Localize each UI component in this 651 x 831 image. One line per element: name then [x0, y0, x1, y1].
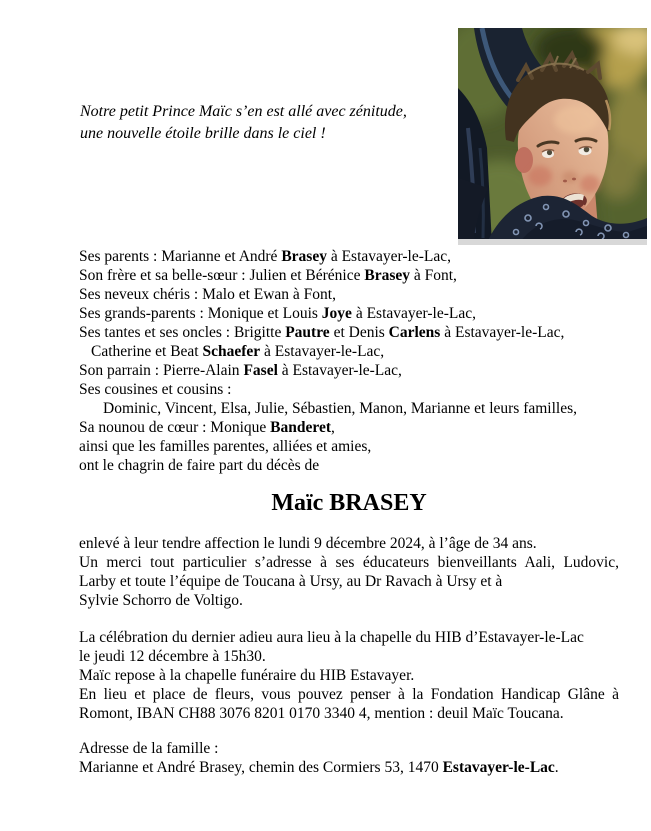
portrait-photo — [458, 28, 647, 245]
text-line: Son frère et sa belle-sœur : Julien et Bérénice Brasey à Font, — [79, 267, 457, 284]
bold-family-name: Joye — [321, 305, 352, 322]
photo-bottom-strip — [458, 239, 647, 245]
text-line: Ses grands-parents : Monique et Louis Joye à Estavayer-le-Lac, — [79, 305, 476, 322]
nose — [562, 171, 578, 183]
text-line: Larby et toute l’équipe de Toucana à Ursy, au Dr Ravach à Ursy et à — [79, 573, 503, 590]
text-line: Sylvie Schorro de Voltigo. — [79, 592, 243, 609]
portrait-photo-svg — [458, 28, 647, 245]
text-line: Ses tantes et ses oncles : Brigitte Pautre et Denis Carlens à Estavayer-le-Lac, — [79, 324, 565, 341]
bold-family-name: Schaefer — [202, 343, 261, 360]
text-line: Ses parents : Marianne et André Brasey à Estavayer-le-Lac, — [79, 248, 451, 265]
text-line: Catherine et Beat Schaefer à Estavayer-le-Lac, — [91, 343, 385, 360]
text-line: Maïc repose à la chapelle funéraire du HIB Estavayer. — [79, 667, 415, 684]
family-address-paragraph — [79, 739, 619, 777]
text-line: ainsi que les familles parentes, alliées et amies, — [79, 438, 372, 455]
text-line: enlevé à leur tendre affection le lundi 9 décembre 2024, à l’âge de 34 ans. — [79, 535, 537, 552]
bold-family-name: Fasel — [243, 362, 278, 379]
text-line: Ses cousines et cousins : — [79, 381, 232, 398]
family-list — [79, 247, 619, 475]
text-line: En lieu et place de fleurs, vous pouvez penser à la Fondation Handicap Glâne à — [79, 686, 619, 703]
text-line: ont le chagrin de faire part du décès de — [79, 457, 320, 474]
ceremony-paragraph — [79, 628, 619, 723]
text-line: Dominic, Vincent, Elsa, Julie, Sébastien, Manon, Marianne et leurs familles, — [103, 400, 578, 417]
text-line: Un merci tout particulier s’adresse à ses éducateurs bienveillants Aali, Ludovic, — [79, 554, 619, 571]
bold-family-name: Banderet — [270, 419, 331, 436]
text-line: Marianne et André Brasey, chemin des Cormiers 53, 1470 Estavayer-le-Lac. — [79, 759, 559, 776]
bold-family-name: Pautre — [285, 324, 330, 341]
text-line: Adresse de la famille : — [79, 740, 219, 757]
text-line: Sa nounou de cœur : Monique Banderet, — [79, 419, 335, 436]
bold-family-name: Brasey — [281, 248, 327, 265]
opening-quote — [80, 101, 460, 144]
deceased-name-title: Maïc BRASEY — [271, 490, 427, 516]
text-line: Son parrain : Pierre-Alain Fasel à Estavayer-le-Lac, — [79, 362, 402, 379]
text-line: le jeudi 12 décembre à 15h30. — [79, 648, 266, 665]
text-line: Ses neveux chéris : Malo et Ewan à Font, — [79, 286, 336, 303]
quote-line: une nouvelle étoile brille dans le ciel ! — [80, 124, 326, 142]
death-paragraph — [79, 534, 619, 610]
bold-family-name: Carlens — [388, 324, 441, 341]
quote-line: Notre petit Prince Maïc s’en est allé avec zénitude, — [80, 103, 407, 120]
text-line: Romont, IBAN CH88 3076 8201 0170 3340 4, mention : deuil Maïc Toucana. — [79, 705, 564, 722]
bold-family-name: Estavayer-le-Lac — [442, 759, 555, 776]
bold-family-name: Brasey — [364, 267, 410, 284]
text-line: La célébration du dernier adieu aura lieu à la chapelle du HIB d’Estavayer-le-Lac — [79, 629, 584, 646]
